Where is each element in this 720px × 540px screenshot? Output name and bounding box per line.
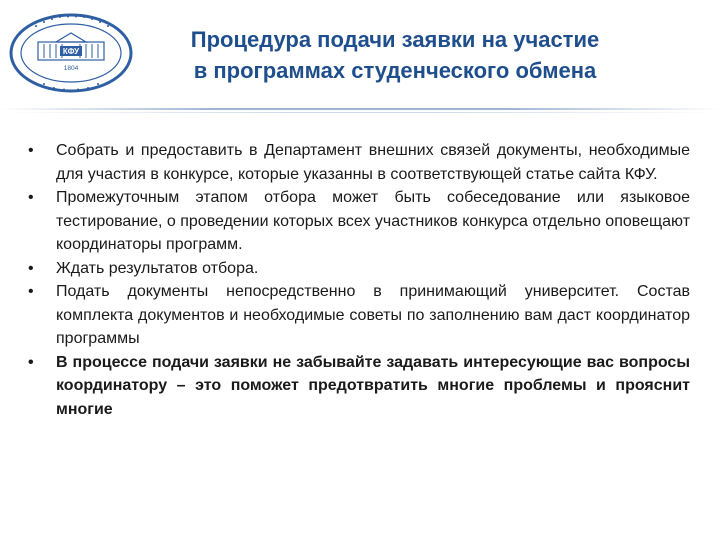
title-line-1: Процедура подачи заявки на участие: [190, 27, 600, 52]
bullet-text: Промежуточным этапом отбора может быть собеседование или языковое тестирование, о проведении которых всех участников конкурса отдельно оповещают координаторы программ.: [56, 189, 691, 253]
header-divider: [0, 108, 720, 110]
bullet-text: В процессе подачи заявки не забывайте задавать интересующие вас вопросы координатору – это поможет предотвратить многие проблемы и прояснит многие: [56, 353, 690, 418]
bullet-text: Ждать результатов отбора.: [56, 259, 259, 277]
bullet-item: [26, 280, 690, 351]
bullet-item-important: [26, 351, 690, 422]
kfu-logo: [8, 12, 134, 94]
slide-header: [0, 0, 720, 108]
bullet-item: [26, 257, 690, 281]
slide-title: [150, 24, 640, 86]
bullet-marker: •: [28, 353, 34, 371]
bullet-item: [26, 139, 690, 186]
header-divider-thin: [0, 112, 720, 113]
bullet-marker: •: [28, 189, 34, 206]
bullet-marker: •: [28, 142, 34, 159]
bullet-text: Подать документы непосредственно в принимающий университет. Состав комплекта документов и необходимые советы по заполнению вам даст координатор программы: [56, 283, 690, 347]
bullet-list: [26, 139, 690, 421]
title-line-2: в программах студенческого обмена: [193, 58, 597, 83]
logo-abbrev: КФУ: [62, 47, 80, 56]
bullet-item: [26, 186, 690, 257]
bullet-marker: •: [28, 259, 34, 277]
bullet-marker: •: [28, 283, 34, 300]
bullet-text: Собрать и предоставить в Департамент внешних связей документы, необходимые для участия в конкурсе, которые указанны в соответствующей статье сайта КФУ.: [56, 142, 690, 183]
logo-year: 1804: [63, 65, 79, 72]
